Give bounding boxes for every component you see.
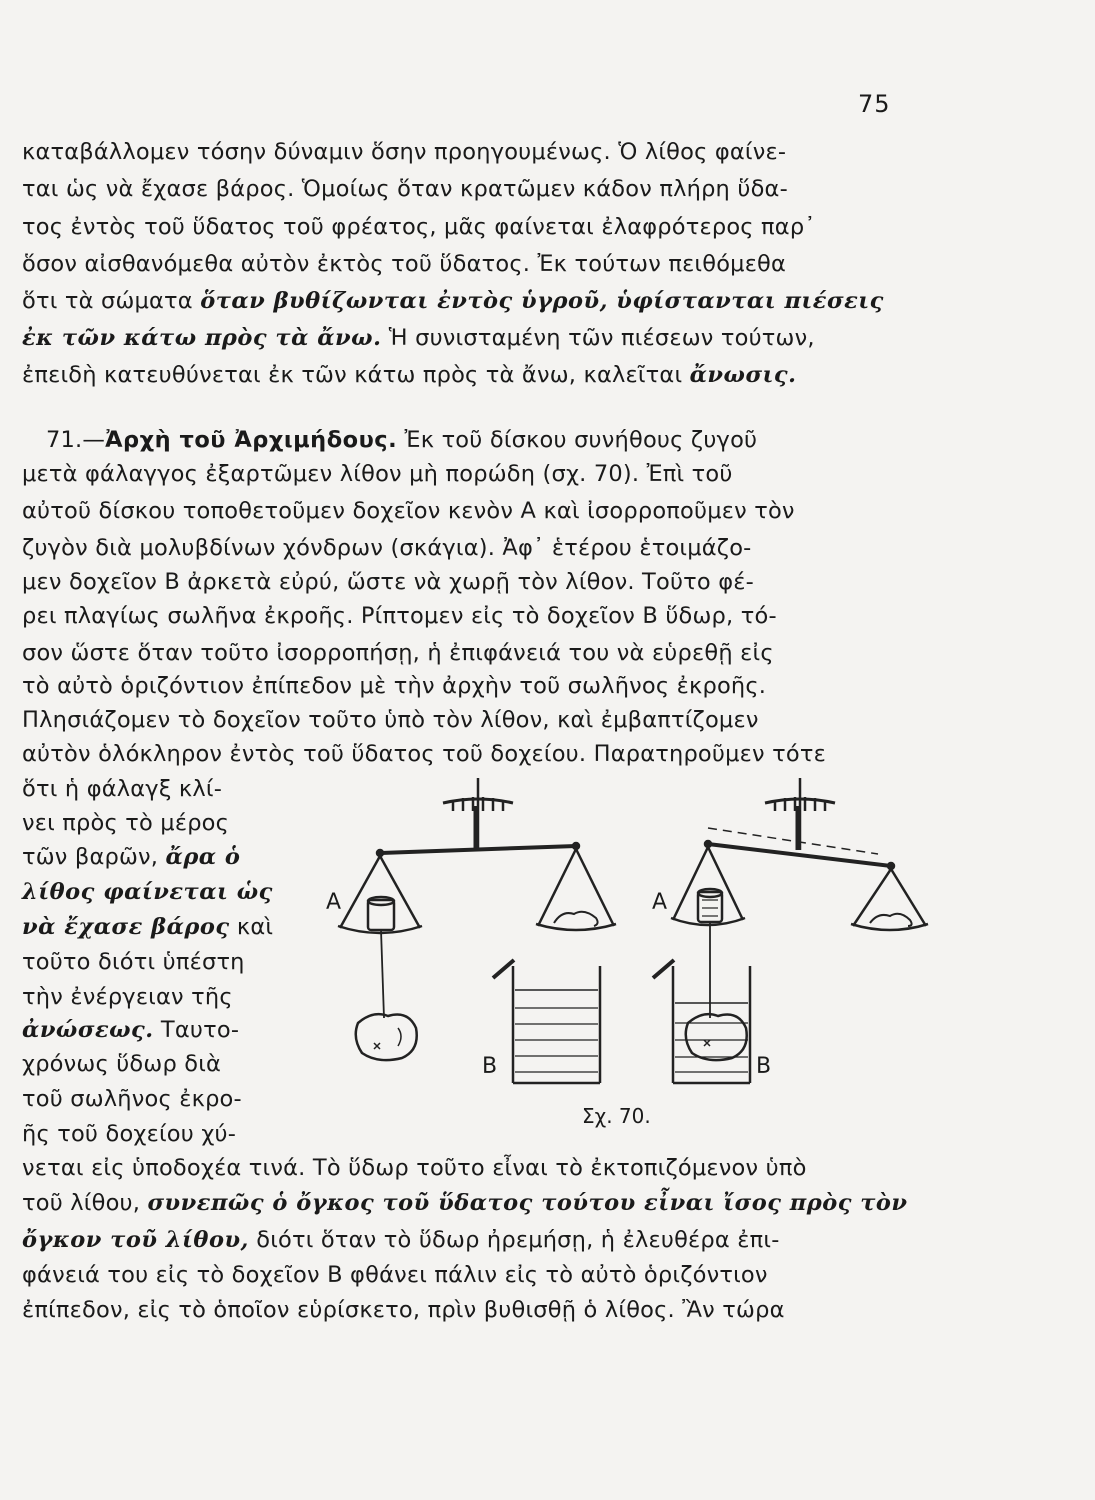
text-line: σον ὥστε ὅταν τοῦτο ἰσορροπήσῃ, ἡ ἐπιφάνειά του νὰ εὑρεθῇ εἰς <box>22 640 774 666</box>
text-span: ὅτι τὰ σώματα <box>22 288 201 314</box>
emphasis-text: ὅταν βυθίζωνται ἐντὸς ὑγροῦ, ὑφίστανται πιέσεις <box>200 288 884 314</box>
text-line <box>22 841 297 873</box>
balance-right <box>671 778 928 1060</box>
emphasis-text: ἐκ τῶν κάτω πρὸς τὰ ἄνω. <box>22 325 382 351</box>
text-line: αὐτοῦ δίσκου τοποθετοῦμεν δοχεῖον κενὸν Α καὶ ἰσορροποῦμεν τὸν <box>22 498 795 524</box>
text-line: καταβάλλομεν τόσην δύναμιν ὅσην προηγουμένως. Ὁ λίθος φαίνε- <box>22 139 787 165</box>
emphasis-text: ὄγκον τοῦ λίθου, <box>22 1227 249 1253</box>
text-span: Ἡ συνισταμένη τῶν πιέσεων τούτων, <box>381 325 815 351</box>
text-line: τοῦτο διότι ὑπέστη <box>22 949 245 975</box>
balance-left <box>338 778 616 1060</box>
text-line <box>22 322 922 354</box>
text-line: χρόνως ὕδωρ διὰ <box>22 1051 222 1077</box>
text-span: τοῦ λίθου, <box>22 1190 148 1216</box>
text-line: ῆς τοῦ δοχείου χύ- <box>22 1121 237 1147</box>
text-span: καὶ <box>229 914 274 940</box>
text-line: τὴν ἐνέργειαν τῆς <box>22 984 233 1010</box>
section-number: 71.— <box>46 427 106 453</box>
text-line: φάνειά του εἰς τὸ δοχεῖον Β φθάνει πάλιν εἰς τὸ αὐτὸ ὁριζόντιον <box>22 1262 768 1288</box>
section-heading-line <box>46 424 926 456</box>
text-line: ὅσον αἰσθανόμεθα αὐτὸν ἐκτὸς τοῦ ὕδατος. Ἐκ τούτων πειθόμεθα <box>22 251 787 277</box>
text-line: νεται εἰς ὑποδοχέα τινά. Τὸ ὕδωρ τοῦτο εἶναι τὸ ἐκτοπιζόμενον ὑπὸ <box>22 1155 807 1181</box>
text-line <box>22 1187 922 1219</box>
label-b-left: Β <box>482 1054 498 1079</box>
text-line: νει πρὸς τὸ μέρος <box>22 810 230 836</box>
text-line: τὸ αὐτὸ ὁριζόντιον ἐπίπεδον μὲ τὴν ἀρχὴν τοῦ σωλῆνος ἐκροῆς. <box>22 673 767 699</box>
text-line: μετὰ φάλαγγος ἐξαρτῶμεν λίθον μὴ πορώδη (σχ. 70). Ἐπὶ τοῦ <box>22 461 733 487</box>
text-line: ἐπίπεδον, εἰς τὸ ὁποῖον εὑρίσκετο, πρὶν βυθισθῇ ὁ λίθος. Ἂν τώρα <box>22 1297 785 1323</box>
emphasis-text: ἄνωσις. <box>689 362 797 388</box>
label-a-left: Α <box>326 890 342 915</box>
text-line <box>22 876 297 908</box>
label-b-right: Β <box>756 1054 772 1079</box>
label-a-right: Α <box>652 890 668 915</box>
figure-caption: Σχ. 70. <box>582 1104 651 1128</box>
text-line: τος ἐντὸς τοῦ ὕδατος τοῦ φρέατος, μᾶς φαίνεται ἐλαφρότερος παρ᾽ <box>22 214 816 240</box>
emphasis-text: συνεπῶς ὁ ὄγκος τοῦ ὕδατος τούτου εἶναι ἴσος πρὸς τὸν <box>147 1190 908 1216</box>
balance-diagram <box>318 778 948 1138</box>
text-line: ζυγὸν διὰ μολυβδίνων χόνδρων (σκάγια). Ἀφ᾽ ἑτέρου ἑτοιμάζο- <box>22 535 752 561</box>
text-line <box>22 911 297 943</box>
text-line <box>22 359 922 391</box>
text-span: διότι ὅταν τὸ ὕδωρ ἠρεμήσῃ, ἡ ἐλευθέρα ἐπι- <box>248 1227 780 1253</box>
text-line <box>22 1224 922 1256</box>
text-line <box>22 285 922 317</box>
text-span: Ταυτο- <box>153 1017 240 1043</box>
text-line: ται ὡς νὰ ἔχασε βάρος. Ὁμοίως ὅταν κρατῶμεν κάδον πλήρη ὕδα- <box>22 176 788 202</box>
page-number: 75 <box>858 90 891 118</box>
text-span: Ἐκ τοῦ δίσκου συνήθους ζυγοῦ <box>397 427 758 453</box>
beaker-right <box>653 960 750 1083</box>
text-line: μεν δοχεῖον Β ἀρκετὰ εὐρύ, ὥστε νὰ χωρῇ τὸν λίθον. Τοῦτο φέ- <box>22 569 754 595</box>
text-line: ὅτι ἡ φάλαγξ κλί- <box>22 776 223 802</box>
emphasis-text: ἄρα ὁ <box>165 844 241 870</box>
emphasis-text: ἀνώσεως. <box>22 1017 154 1043</box>
text-span: ἐπειδὴ κατευθύνεται ἐκ τῶν κάτω πρὸς τὰ ἄνω, καλεῖται <box>22 362 690 388</box>
figure-70 <box>318 778 948 1138</box>
text-line: αὐτὸν ὁλόκληρον ἐντὸς τοῦ ὕδατος τοῦ δοχείου. Παρατηροῦμεν τότε <box>22 741 826 767</box>
text-line: τοῦ σωλῆνος ἐκρο- <box>22 1086 242 1112</box>
text-line <box>22 1014 297 1046</box>
text-line: ρει πλαγίως σωλῆνα ἐκροῆς. Ρίπτομεν εἰς τὸ δοχεῖον Β ὕδωρ, τό- <box>22 603 777 629</box>
section-heading: Ἀρχὴ τοῦ Ἀρχιμήδους. <box>105 427 398 453</box>
emphasis-text: λίθος φαίνεται ὡς <box>22 879 273 905</box>
emphasis-text: νὰ ἔχασε βάρος <box>22 914 230 940</box>
beaker-left <box>493 960 600 1083</box>
text-span: τῶν βαρῶν, <box>22 844 166 870</box>
text-line: Πλησιάζομεν τὸ δοχεῖον τοῦτο ὑπὸ τὸν λίθον, καὶ ἐμβαπτίζομεν <box>22 707 759 733</box>
